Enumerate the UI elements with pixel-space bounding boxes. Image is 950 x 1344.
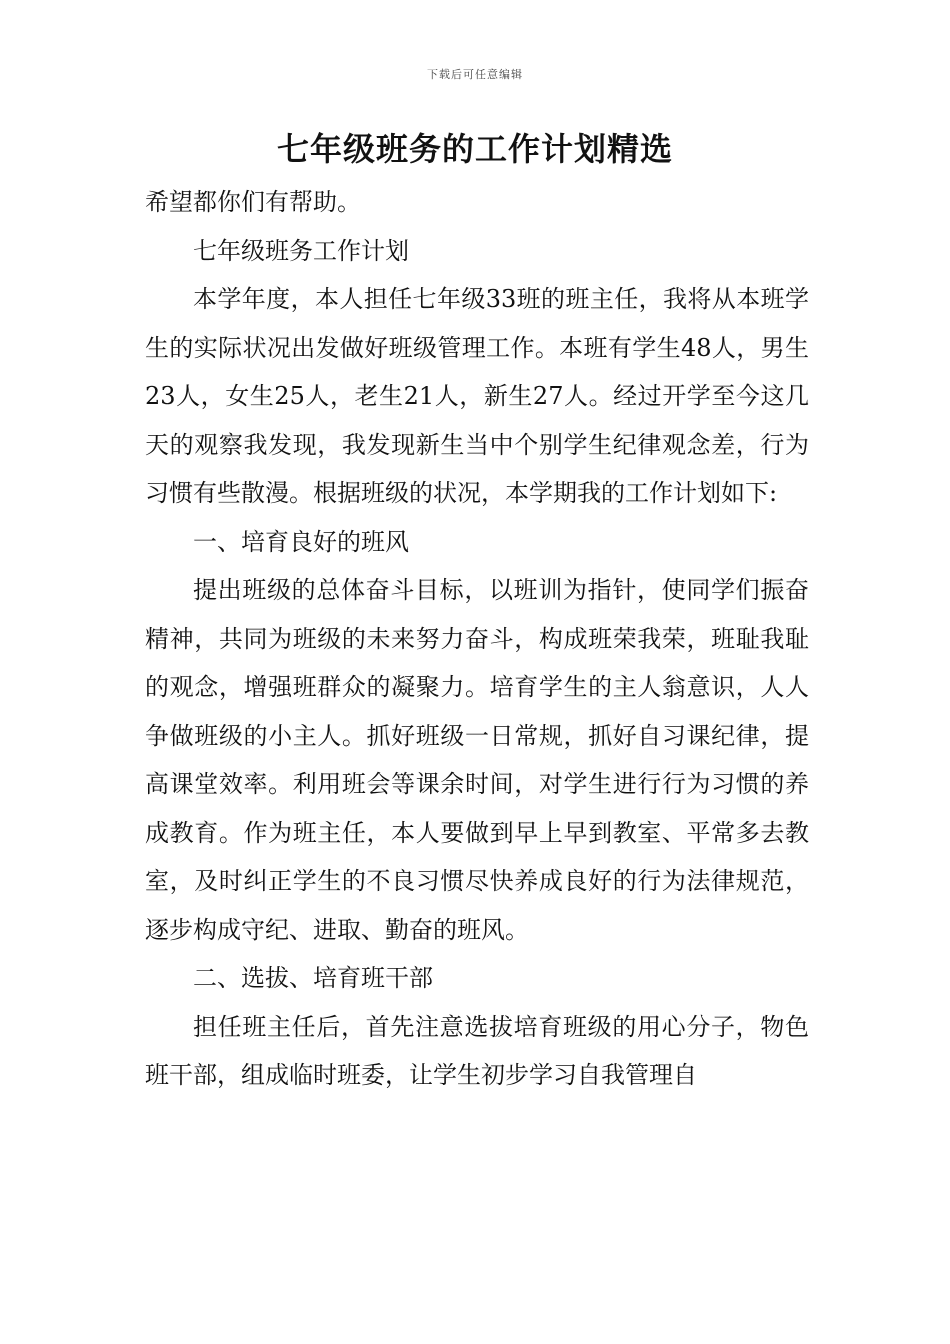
- section-heading-1: 一、培育良好的班风: [193, 527, 409, 556]
- header-note: 下载后可任意编辑: [427, 68, 523, 81]
- paragraph-intro: 希望都你们有帮助。: [145, 188, 361, 216]
- paragraph-section-1: 提出班级的总体奋斗目标，以班训为指针，使同学们振奋精神，共同为班级的未来努力奋斗，构成班荣我荣，班耻我耻的观念，增强班群众的凝聚力。培育学生的主人翁意识，人人争做班级的小主人。抓好班级一日常规，抓好自习课纪律，提高课堂效率。利用班会等课余时间，对学生进行行为习惯的养成教育。作为班主任，本人要做到早上早到教室、平常多去教室，及时纠正学生的不良习惯尽快养成良好的行为法律规范，逐步构成守纪、进取、勤奋的班风。: [145, 576, 809, 944]
- section-heading-2: 二、选拔、培育班干部: [193, 964, 433, 992]
- document-title: 七年级班务的工作计划精选: [276, 130, 673, 168]
- paragraph-section-2: 担任班主任后，首先注意选拔培育班级的用心分子，物色班干部，组成临时班委，让学生初步学习自我管理自: [145, 1012, 809, 1089]
- document-body: [145, 178, 809, 1100]
- paragraph-subtitle: 七年级班务工作计划: [193, 236, 409, 265]
- paragraph-overview: 本学年度，本人担任七年级33班的班主任，我将从本班学生的实际状况出发做好班级管理工作。本班有学生48人，男生23人，女生25人，老生21人，新生27人。经过开学至今这几天的观察我发现，我发现新生当中个别学生纪律观念差，行为习惯有些散漫。根据班级的状况，本学期我的工作计划如下:: [145, 285, 809, 507]
